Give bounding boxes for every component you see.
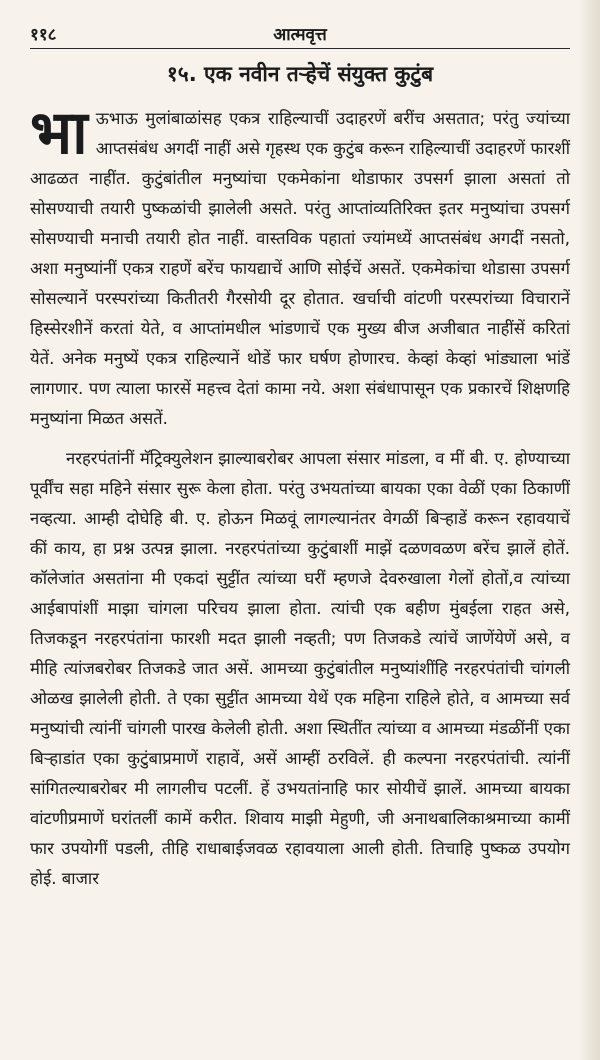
chapter-body	[30, 98, 570, 894]
paragraph-1-text: ऊभाऊ मुलांबाळांसह एकत्र राहिल्याचीं उदाहरणें बरींच असतात; परंतु ज्यांच्या आप्तसंबंध अगदीं नाहीं असे गृहस्थ एक कुटुंब करून राहिल्याचीं उदाहरणें फारशीं आढळत नाहींत. कुटुंबांतील मनुष्यांचा एकमेकांना थोडाफार उपसर्ग झाला असतां तो सोसण्याची तयारी पुष्कळांची झालेली असते. परंतु आप्तांव्यतिरिक्त इतर मनुष्यांचा उपसर्ग सोसण्याची मनाची तयारी होत नाहीं. वास्तविक पहातां ज्यांमध्यें आप्तसंबंध अगदीं नसतो, अशा मनुष्यांनीं एकत्र राहणें बरेंच फायद्याचें आणि सोईचें असतें. एकमेकांचा थोडासा उपसर्ग सोसल्यानें परस्परांच्या कितीतरी गैरसोयी दूर होतात. खर्चाची वांटणी परस्परांच्या विचारानें हिस्सेरशीनें करतां येते, व आप्तांमधील भांडणाचें एक मुख्य बीज अजीबात नाहींसें करितां येतें. अनेक मनुष्यें एकत्र राहिल्यानें थोडें फार घर्षण होणारच. केव्हां केव्हां भांड्याला भांडें लागणार. पण त्याला फारसें महत्त्व देतां कामा नये. अशा संबंधापासून एक प्रकारचें शिक्षणहि मनुष्यांना मिळत असतें.	[30, 109, 570, 428]
paragraph-2: नरहरपंतांनीं मॅट्रिक्युलेशन झाल्याबरोबर आपला संसार मांडला, व मीं बी. ए. होण्याच्या पूर्वींच सहा महिने संसार सुरू केला होता. परंतु उभयतांच्या बायका एका वेळीं एका ठिकाणीं नव्हत्या. आम्ही दोघेहि बी. ए. होऊन मिळवूं लागल्यानंतर वेगळीं बिऱ्हाडें करून रहावयाचें कीं काय, हा प्रश्न उत्पन्न झाला. नरहरपंतांच्या कुटुंबाशीं माझें दळणवळण बरेंच झालें होतें. कॉलेजांत असतांना मी एकदां सुट्टींत त्यांच्या घरीं म्हणजे देवरुखाला गेलों होतों,व त्यांच्या आईबापांशीं माझा चांगला परिचय झाला होता. त्यांची एक बहीण मुंबईला राहत असे, तिजकडून नरहरपंतांना फारशी मदत झाली नव्हती; पण तिजकडे त्यांचें जाणेंयेणें असे, व मीहि त्यांजबरोबर तिजकडे जात असें. आमच्या कुटुंबांतील मनुष्यांशींहि नरहरपंतांची चांगली ओळख झालेली होती. ते एका सुट्टींत आमच्या येथें एक महिना राहिले होते, व आमच्या सर्व मनुष्यांची त्यांनीं चांगली पारख केलेली होती. अशा स्थितींत त्यांच्या व आमच्या मंडळींनीं एका बिऱ्हाडांत एका कुटुंबाप्रमाणें राहावें, असें आम्हीं ठरविलें. ही कल्पना नरहरपंतांची. त्यांनीं सांगितल्याबरोबर मी लागलीच पटलीं. हें उभयतांनाहि फार सोयीचें झालें. आमच्या बायका वांटणीप्रमाणें घरांतलीं कामें करीत. शिवाय माझी मेहुणी, जी अनाथबालिकाश्रमाच्या कामीं फार उपयोगीं पडली, तीहि राधाबाईजवळ रहावयाला आली होती. तिचाहि पुष्कळ उपयोग होई. बाजार	[30, 449, 570, 888]
paragraph-1	[30, 98, 570, 434]
page-number: ११८	[30, 25, 57, 45]
chapter-title: १५. एक नवीन तऱ्हेचें संयुक्त कुटुंब	[166, 62, 434, 86]
header-divider	[30, 48, 570, 49]
book-title: आत्मवृत्त	[273, 25, 327, 45]
running-head	[30, 22, 570, 46]
drop-cap: भा	[30, 98, 88, 168]
page-edge-shadow	[578, 0, 600, 1060]
